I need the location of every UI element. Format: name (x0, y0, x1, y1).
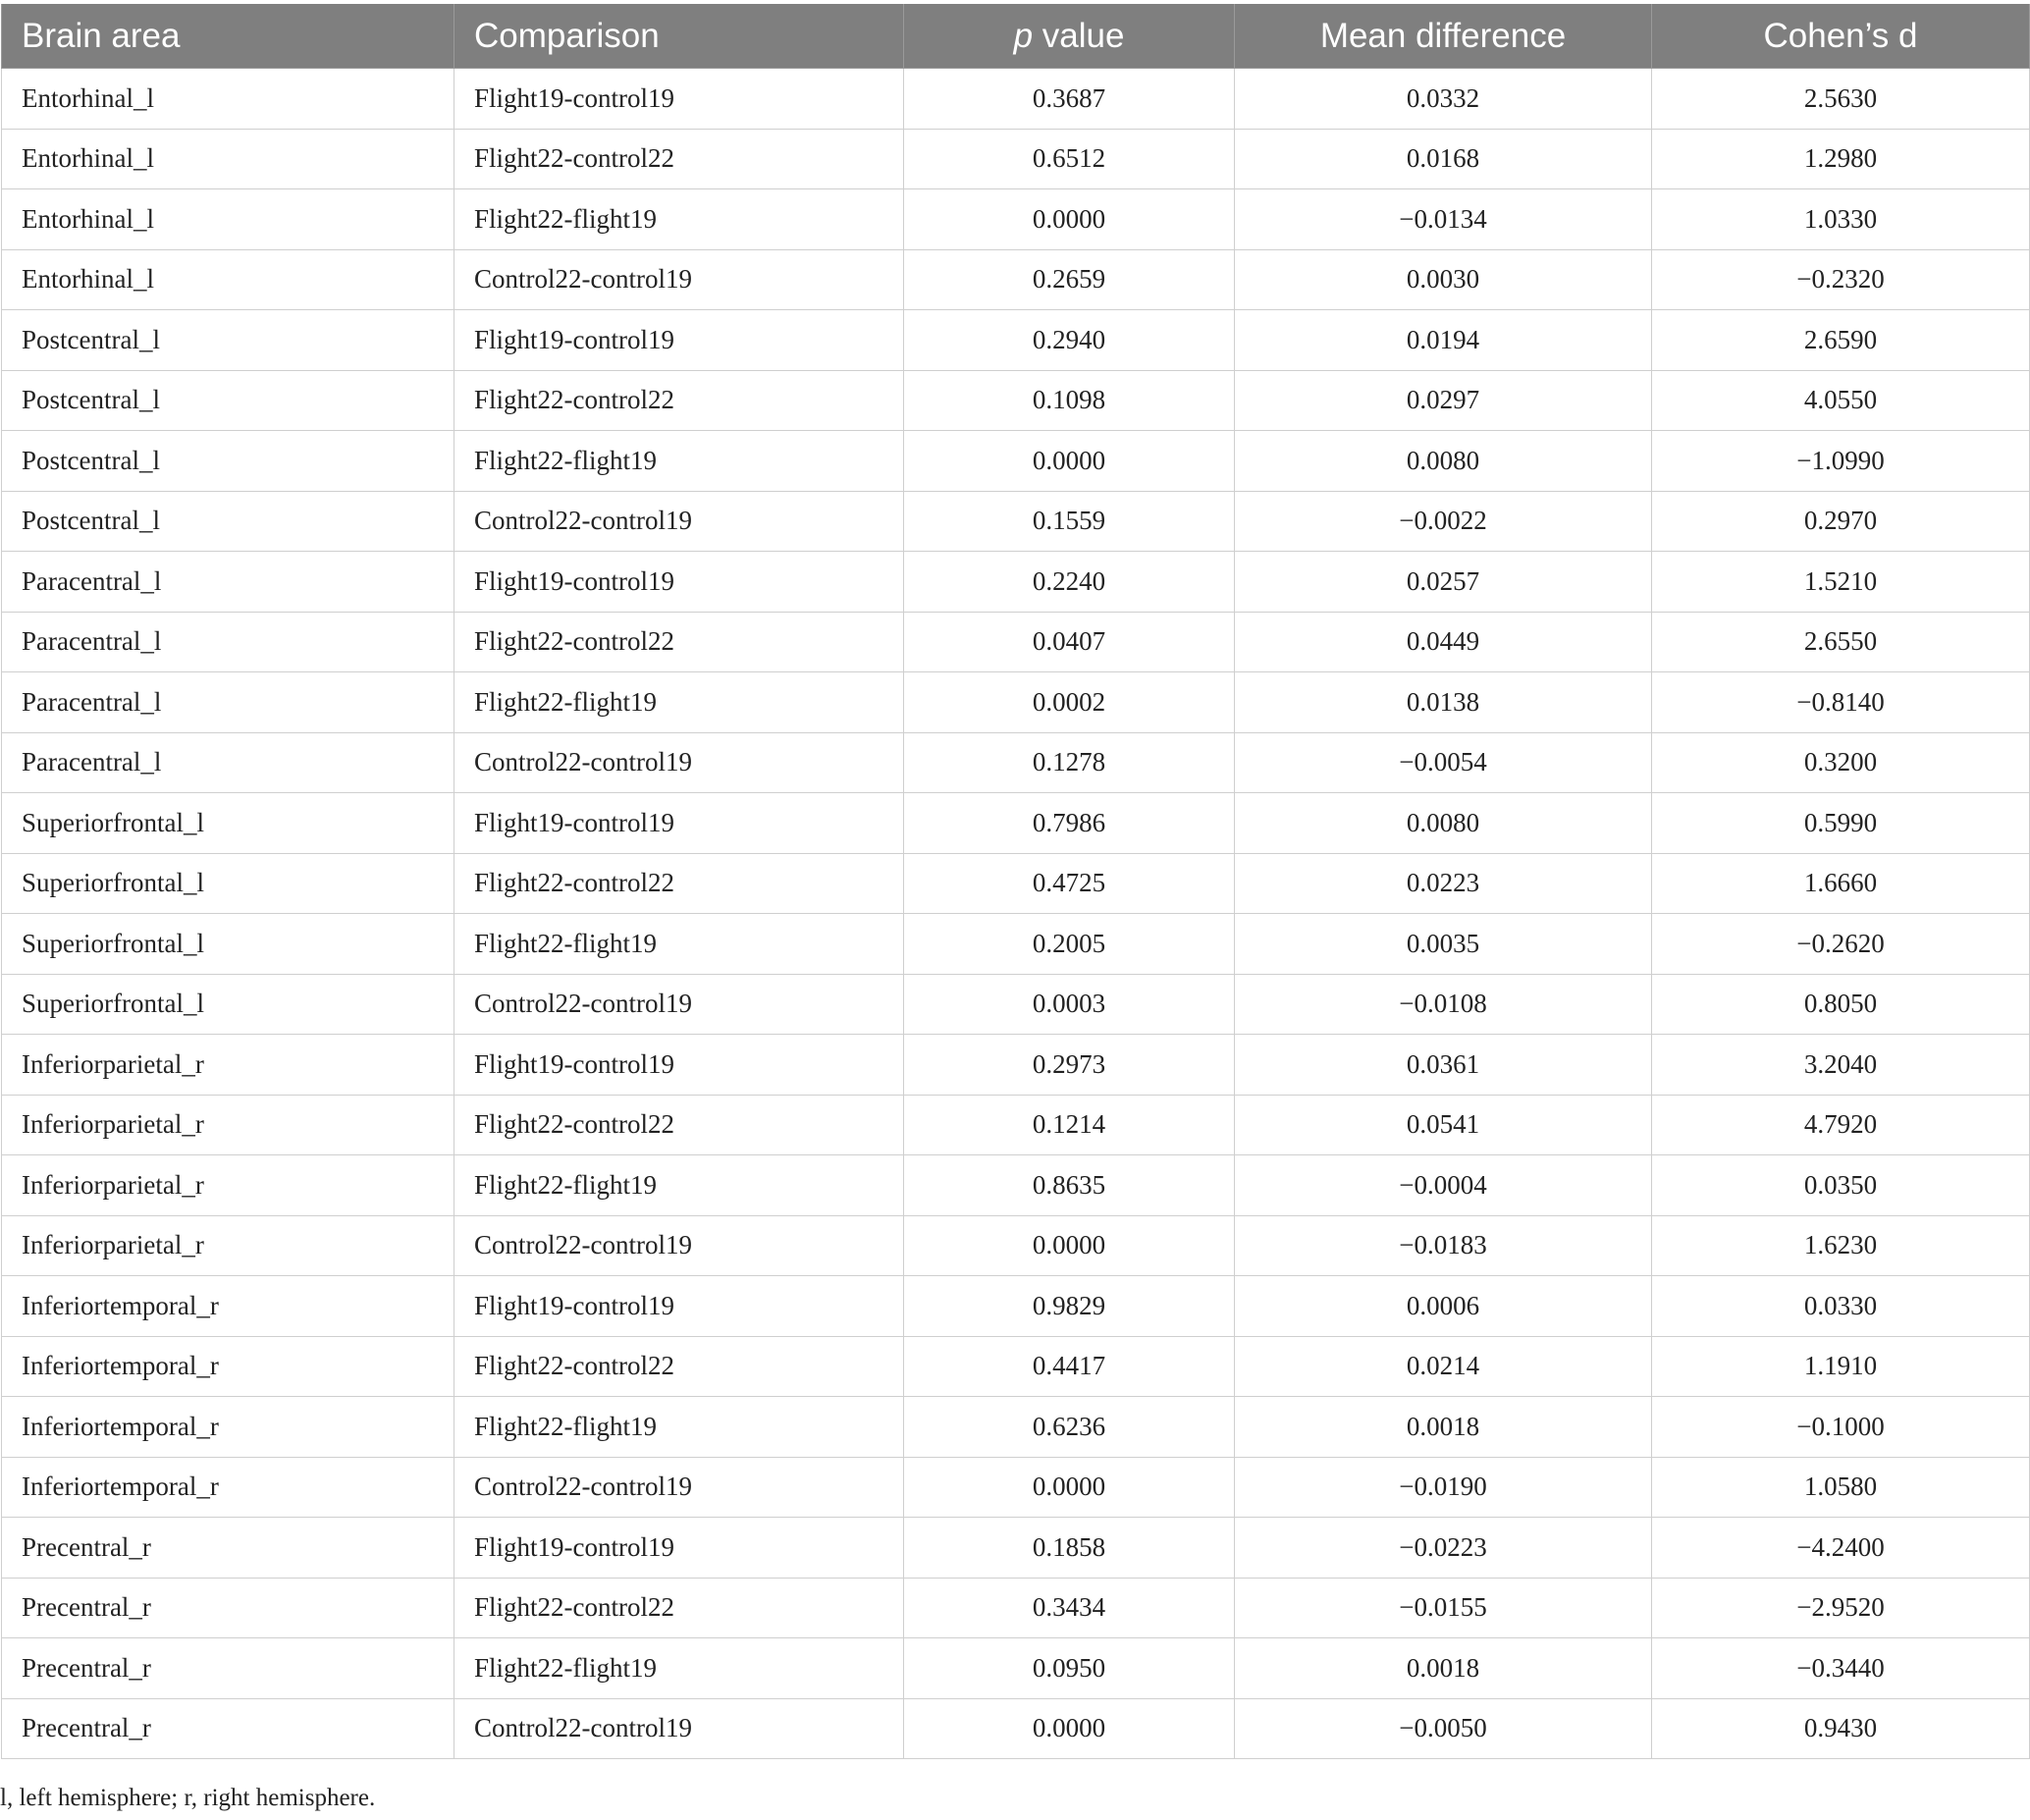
cell-mean-difference: 0.0257 (1235, 552, 1652, 613)
cell-p-value: 0.1278 (904, 732, 1235, 793)
cell-mean-difference: 0.0449 (1235, 612, 1652, 672)
cell-mean-difference: 0.0030 (1235, 249, 1652, 310)
cell-p-value: 0.4725 (904, 853, 1235, 914)
cell-comparison: Flight19-control19 (454, 1518, 904, 1579)
cell-brain-area: Paracentral_l (2, 672, 454, 733)
cell-comparison: Flight22-control22 (454, 129, 904, 189)
cell-comparison: Flight19-control19 (454, 310, 904, 371)
cell-comparison: Flight22-control22 (454, 612, 904, 672)
table-row (2, 612, 2030, 672)
table-row (2, 1578, 2030, 1638)
cell-cohens-d: −0.3440 (1652, 1638, 2030, 1699)
table-footnote: l, left hemisphere; r, right hemisphere. (0, 1785, 376, 1811)
header-mean-difference: Mean difference (1235, 4, 1652, 69)
cell-comparison: Flight22-flight19 (454, 1397, 904, 1458)
cell-brain-area: Entorhinal_l (2, 129, 454, 189)
cell-cohens-d: 1.2980 (1652, 129, 2030, 189)
cell-cohens-d: 0.8050 (1652, 974, 2030, 1035)
cell-mean-difference: 0.0297 (1235, 370, 1652, 431)
cell-comparison: Flight22-flight19 (454, 1155, 904, 1216)
cell-brain-area: Entorhinal_l (2, 249, 454, 310)
cell-p-value: 0.4417 (904, 1336, 1235, 1397)
cell-brain-area: Inferiortemporal_r (2, 1336, 454, 1397)
cell-cohens-d: −4.2400 (1652, 1518, 2030, 1579)
cell-comparison: Flight22-control22 (454, 370, 904, 431)
table-body (2, 69, 2030, 1759)
cell-p-value: 0.2940 (904, 310, 1235, 371)
header-row (2, 4, 2030, 69)
table-row (2, 129, 2030, 189)
cell-cohens-d: 0.0330 (1652, 1276, 2030, 1337)
cell-p-value: 0.3687 (904, 69, 1235, 130)
cell-brain-area: Superiorfrontal_l (2, 853, 454, 914)
cell-mean-difference: 0.0168 (1235, 129, 1652, 189)
cell-comparison: Flight19-control19 (454, 793, 904, 854)
cell-cohens-d: −0.2620 (1652, 914, 2030, 975)
cell-cohens-d: 1.0330 (1652, 189, 2030, 250)
cell-comparison: Control22-control19 (454, 491, 904, 552)
cell-comparison: Control22-control19 (454, 249, 904, 310)
header-brain-area: Brain area (2, 4, 454, 69)
cell-brain-area: Entorhinal_l (2, 189, 454, 250)
cell-mean-difference: 0.0006 (1235, 1276, 1652, 1337)
cell-brain-area: Inferiortemporal_r (2, 1276, 454, 1337)
cell-mean-difference: −0.0004 (1235, 1155, 1652, 1216)
cell-mean-difference: −0.0134 (1235, 189, 1652, 250)
cell-comparison: Control22-control19 (454, 1215, 904, 1276)
cell-p-value: 0.2659 (904, 249, 1235, 310)
results-table (1, 4, 2030, 1759)
cell-comparison: Flight19-control19 (454, 1035, 904, 1096)
cell-brain-area: Paracentral_l (2, 552, 454, 613)
cell-cohens-d: 3.2040 (1652, 1035, 2030, 1096)
table-row (2, 1276, 2030, 1337)
table-row (2, 310, 2030, 371)
cell-comparison: Flight22-control22 (454, 1095, 904, 1155)
table-row (2, 1638, 2030, 1699)
table-row (2, 69, 2030, 130)
cell-p-value: 0.0000 (904, 1698, 1235, 1759)
cell-brain-area: Inferiorparietal_r (2, 1095, 454, 1155)
cell-brain-area: Precentral_r (2, 1578, 454, 1638)
table-row (2, 853, 2030, 914)
cell-brain-area: Superiorfrontal_l (2, 793, 454, 854)
cell-comparison: Control22-control19 (454, 974, 904, 1035)
table-row (2, 672, 2030, 733)
cell-mean-difference: −0.0054 (1235, 732, 1652, 793)
cell-p-value: 0.0000 (904, 189, 1235, 250)
cell-p-value: 0.0000 (904, 1457, 1235, 1518)
cell-brain-area: Paracentral_l (2, 612, 454, 672)
cell-brain-area: Postcentral_l (2, 370, 454, 431)
header-p-italic: p (1013, 16, 1034, 55)
cell-comparison: Control22-control19 (454, 1698, 904, 1759)
cell-comparison: Flight19-control19 (454, 552, 904, 613)
cell-mean-difference: 0.0018 (1235, 1397, 1652, 1458)
cell-mean-difference: −0.0108 (1235, 974, 1652, 1035)
cell-p-value: 0.8635 (904, 1155, 1235, 1216)
cell-p-value: 0.2005 (904, 914, 1235, 975)
table-row (2, 552, 2030, 613)
cell-p-value: 0.2240 (904, 552, 1235, 613)
cell-cohens-d: −2.9520 (1652, 1578, 2030, 1638)
table-row (2, 491, 2030, 552)
cell-cohens-d: 1.0580 (1652, 1457, 2030, 1518)
table-row (2, 1155, 2030, 1216)
table-row (2, 1518, 2030, 1579)
cell-mean-difference: −0.0155 (1235, 1578, 1652, 1638)
header-p-rest: value (1033, 16, 1125, 55)
cell-mean-difference: 0.0080 (1235, 793, 1652, 854)
table-row (2, 189, 2030, 250)
table-container (0, 4, 2030, 1759)
cell-cohens-d: −0.2320 (1652, 249, 2030, 310)
cell-mean-difference: 0.0194 (1235, 310, 1652, 371)
table-row (2, 1457, 2030, 1518)
cell-mean-difference: 0.0223 (1235, 853, 1652, 914)
cell-comparison: Control22-control19 (454, 732, 904, 793)
cell-cohens-d: −0.8140 (1652, 672, 2030, 733)
cell-mean-difference: 0.0138 (1235, 672, 1652, 733)
cell-p-value: 0.2973 (904, 1035, 1235, 1096)
cell-mean-difference: −0.0190 (1235, 1457, 1652, 1518)
table-row (2, 914, 2030, 975)
cell-p-value: 0.1559 (904, 491, 1235, 552)
cell-brain-area: Inferiortemporal_r (2, 1457, 454, 1518)
cell-cohens-d: 0.0350 (1652, 1155, 2030, 1216)
cell-cohens-d: 2.6590 (1652, 310, 2030, 371)
cell-p-value: 0.0950 (904, 1638, 1235, 1699)
cell-mean-difference: 0.0214 (1235, 1336, 1652, 1397)
table-row (2, 1397, 2030, 1458)
table-header (2, 4, 2030, 69)
table-row (2, 249, 2030, 310)
cell-brain-area: Superiorfrontal_l (2, 914, 454, 975)
cell-brain-area: Entorhinal_l (2, 69, 454, 130)
table-row (2, 1698, 2030, 1759)
cell-brain-area: Precentral_r (2, 1698, 454, 1759)
cell-cohens-d: −0.1000 (1652, 1397, 2030, 1458)
cell-cohens-d: 0.5990 (1652, 793, 2030, 854)
cell-cohens-d: 0.9430 (1652, 1698, 2030, 1759)
cell-cohens-d: 1.6230 (1652, 1215, 2030, 1276)
cell-p-value: 0.0002 (904, 672, 1235, 733)
cell-p-value: 0.9829 (904, 1276, 1235, 1337)
table-row (2, 974, 2030, 1035)
cell-comparison: Flight22-control22 (454, 1578, 904, 1638)
table-row (2, 1215, 2030, 1276)
cell-comparison: Flight22-flight19 (454, 672, 904, 733)
cell-p-value: 0.1098 (904, 370, 1235, 431)
cell-p-value: 0.6236 (904, 1397, 1235, 1458)
table-row (2, 793, 2030, 854)
table-row (2, 431, 2030, 492)
cell-comparison: Flight19-control19 (454, 1276, 904, 1337)
cell-comparison: Control22-control19 (454, 1457, 904, 1518)
cell-brain-area: Inferiorparietal_r (2, 1035, 454, 1096)
cell-comparison: Flight22-control22 (454, 1336, 904, 1397)
cell-cohens-d: 1.5210 (1652, 552, 2030, 613)
cell-p-value: 0.6512 (904, 129, 1235, 189)
cell-mean-difference: −0.0050 (1235, 1698, 1652, 1759)
cell-comparison: Flight22-control22 (454, 853, 904, 914)
header-comparison: Comparison (454, 4, 904, 69)
cell-comparison: Flight22-flight19 (454, 914, 904, 975)
table-row (2, 1336, 2030, 1397)
cell-p-value: 0.1858 (904, 1518, 1235, 1579)
cell-brain-area: Inferiorparietal_r (2, 1155, 454, 1216)
cell-cohens-d: 2.6550 (1652, 612, 2030, 672)
cell-comparison: Flight22-flight19 (454, 431, 904, 492)
cell-brain-area: Inferiortemporal_r (2, 1397, 454, 1458)
cell-comparison: Flight22-flight19 (454, 1638, 904, 1699)
cell-mean-difference: 0.0035 (1235, 914, 1652, 975)
cell-mean-difference: −0.0022 (1235, 491, 1652, 552)
cell-cohens-d: 0.3200 (1652, 732, 2030, 793)
cell-comparison: Flight19-control19 (454, 69, 904, 130)
cell-p-value: 0.0003 (904, 974, 1235, 1035)
cell-brain-area: Superiorfrontal_l (2, 974, 454, 1035)
cell-mean-difference: 0.0361 (1235, 1035, 1652, 1096)
cell-mean-difference: 0.0332 (1235, 69, 1652, 130)
table-row (2, 1035, 2030, 1096)
cell-brain-area: Inferiorparietal_r (2, 1215, 454, 1276)
cell-brain-area: Postcentral_l (2, 310, 454, 371)
cell-cohens-d: 4.7920 (1652, 1095, 2030, 1155)
cell-brain-area: Postcentral_l (2, 431, 454, 492)
cell-p-value: 0.0000 (904, 431, 1235, 492)
cell-p-value: 0.3434 (904, 1578, 1235, 1638)
cell-mean-difference: −0.0223 (1235, 1518, 1652, 1579)
cell-brain-area: Precentral_r (2, 1638, 454, 1699)
cell-p-value: 0.0407 (904, 612, 1235, 672)
cell-cohens-d: 0.2970 (1652, 491, 2030, 552)
cell-p-value: 0.0000 (904, 1215, 1235, 1276)
cell-mean-difference: 0.0080 (1235, 431, 1652, 492)
header-p-value (904, 4, 1235, 69)
header-cohens-d: Cohen’s d (1652, 4, 2030, 69)
cell-brain-area: Postcentral_l (2, 491, 454, 552)
cell-cohens-d: 1.1910 (1652, 1336, 2030, 1397)
cell-cohens-d: 1.6660 (1652, 853, 2030, 914)
cell-p-value: 0.1214 (904, 1095, 1235, 1155)
cell-cohens-d: −1.0990 (1652, 431, 2030, 492)
table-row (2, 732, 2030, 793)
cell-cohens-d: 2.5630 (1652, 69, 2030, 130)
cell-p-value: 0.7986 (904, 793, 1235, 854)
table-row (2, 370, 2030, 431)
cell-mean-difference: 0.0018 (1235, 1638, 1652, 1699)
cell-mean-difference: 0.0541 (1235, 1095, 1652, 1155)
cell-brain-area: Precentral_r (2, 1518, 454, 1579)
table-row (2, 1095, 2030, 1155)
cell-mean-difference: −0.0183 (1235, 1215, 1652, 1276)
cell-brain-area: Paracentral_l (2, 732, 454, 793)
cell-cohens-d: 4.0550 (1652, 370, 2030, 431)
cell-comparison: Flight22-flight19 (454, 189, 904, 250)
